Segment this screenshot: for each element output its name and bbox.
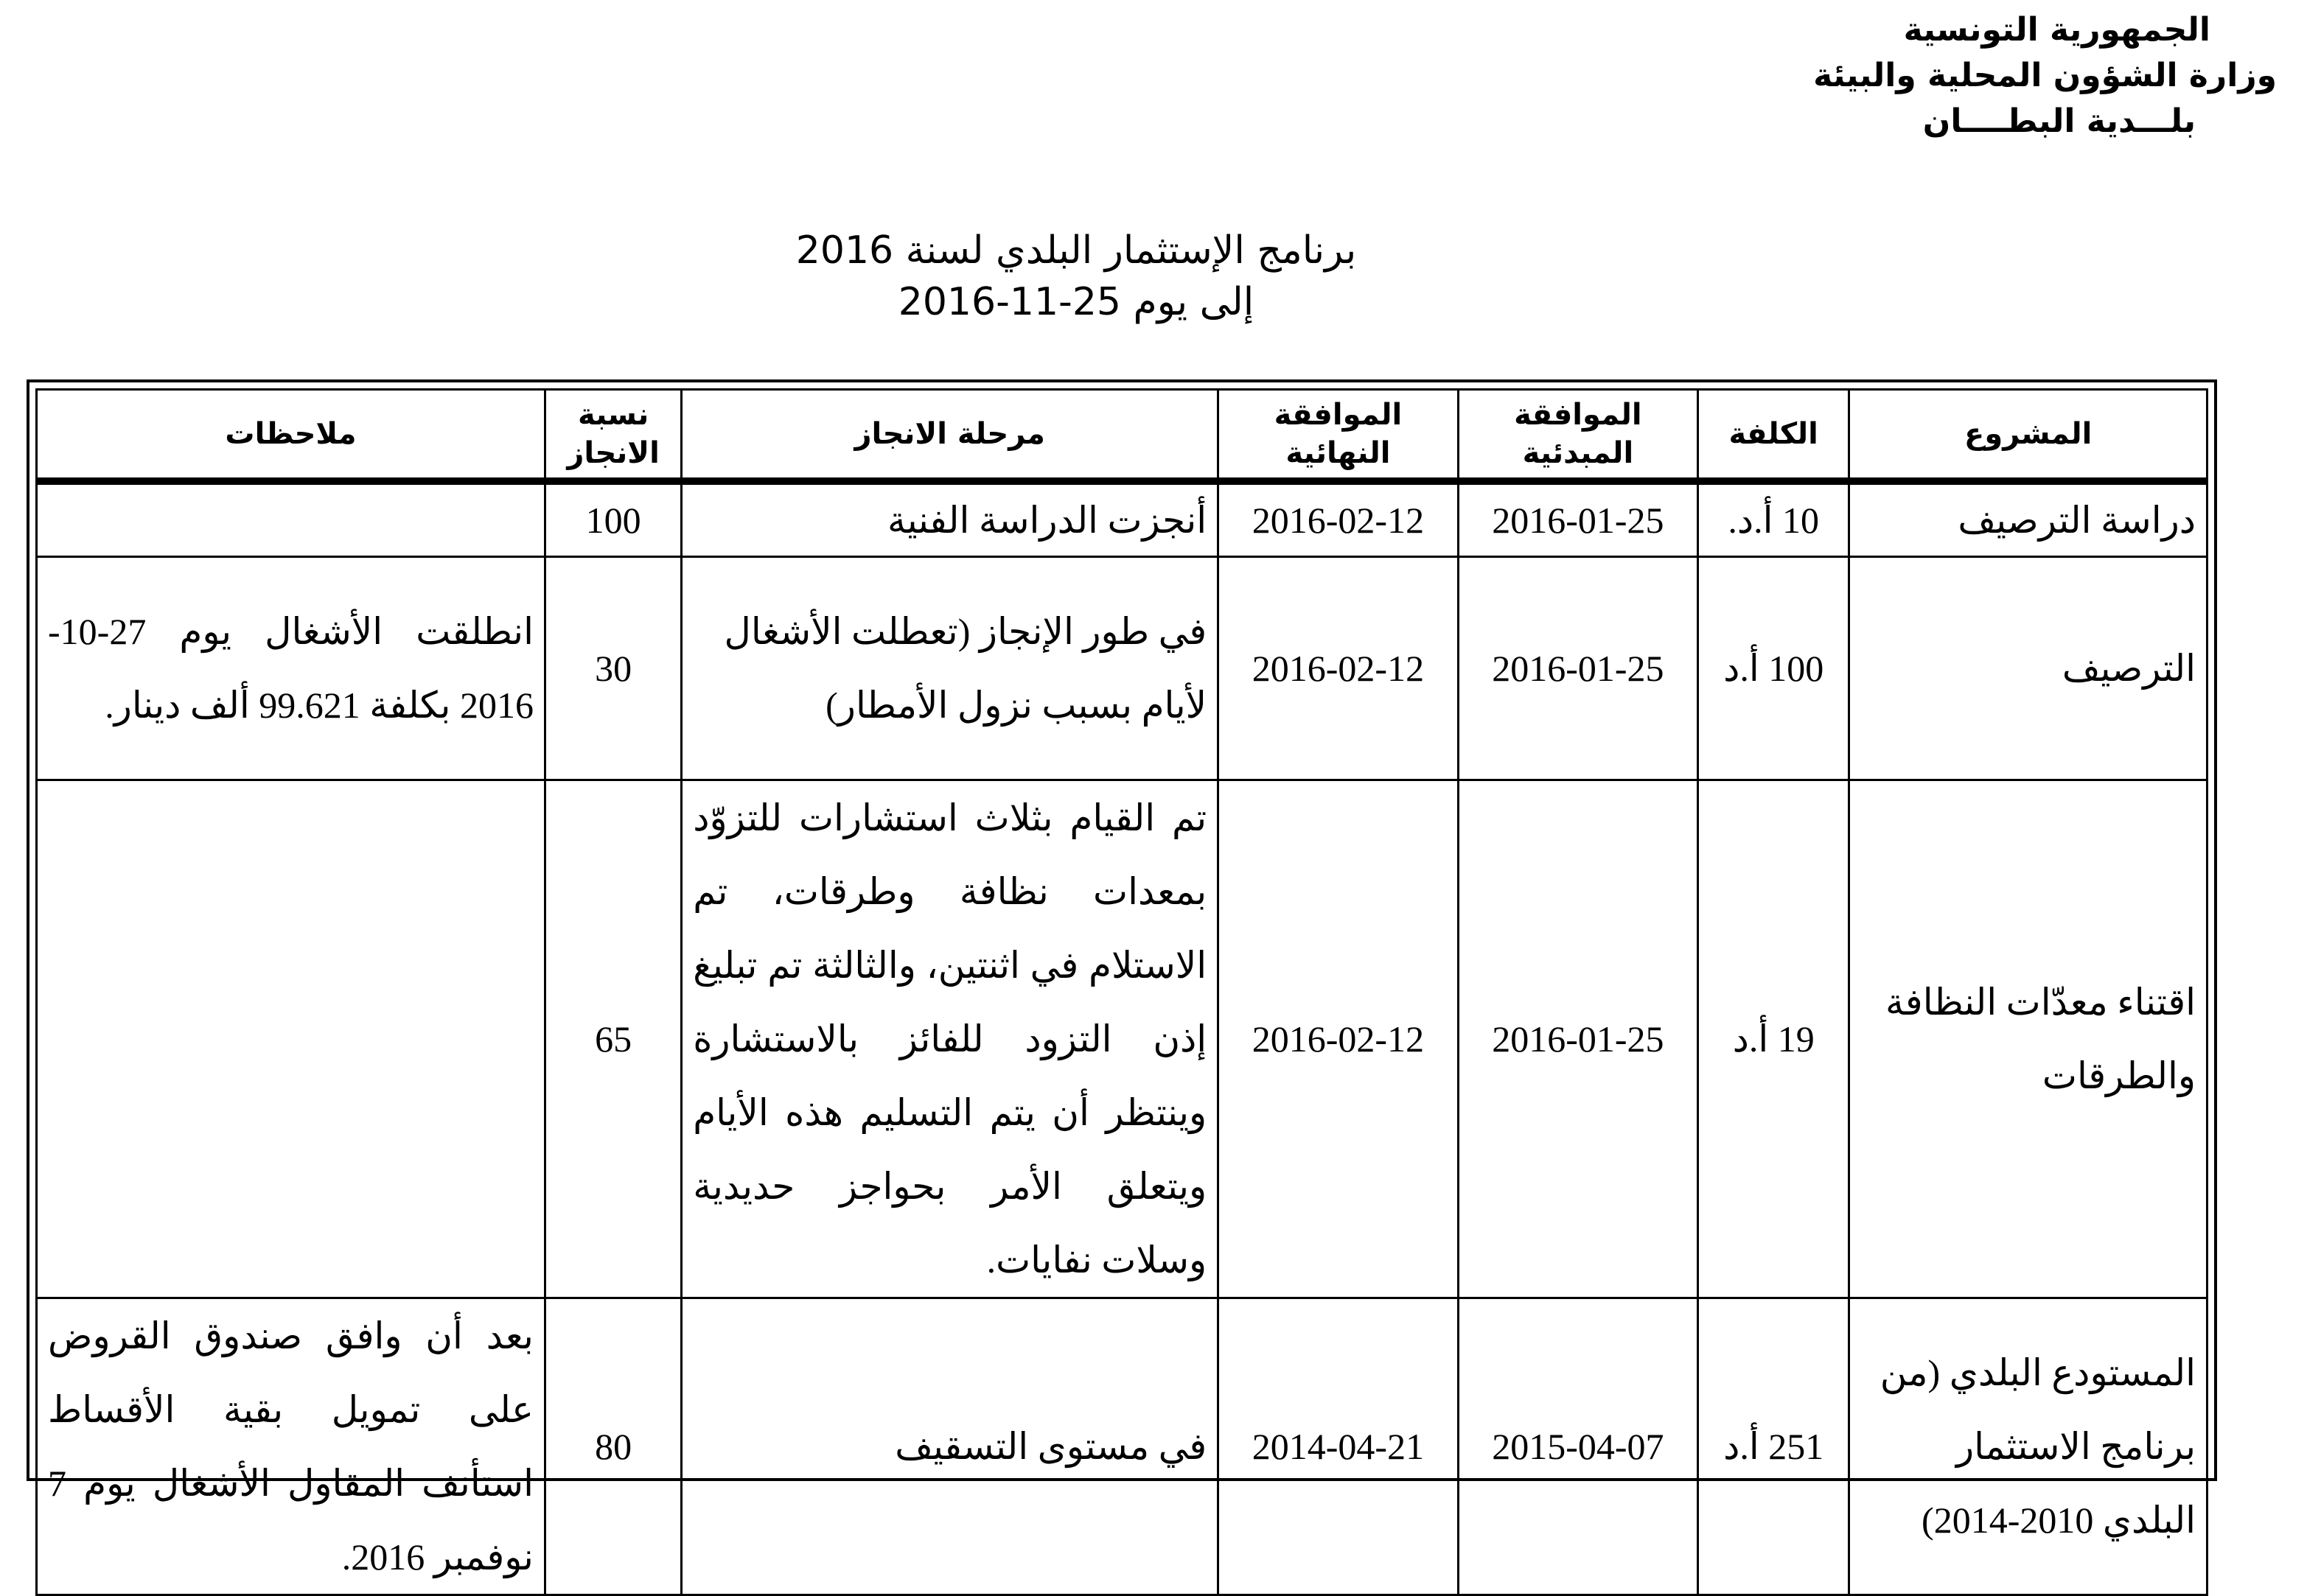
cell-notes bbox=[37, 481, 545, 557]
table-row bbox=[37, 557, 2207, 780]
cell-notes: بعد أن وافق صندوق القروض على تمويل بقية الأقساط استأنف المقاول الأشغال يوم 7 نوفمبر 2016. bbox=[37, 1298, 545, 1595]
cell-rate: 30 bbox=[545, 557, 681, 780]
letterhead-municipality: بلـــدية البطــــان bbox=[1922, 102, 2196, 140]
cell-final-approval: 2016-02-12 bbox=[1218, 780, 1458, 1298]
investment-table-frame bbox=[27, 379, 2217, 1578]
cell-project: دراسة الترصيف bbox=[1849, 481, 2207, 557]
cell-final-approval: 2016-02-12 bbox=[1218, 481, 1458, 557]
letterhead-country: الجمهورية التونسية bbox=[1903, 11, 2210, 49]
cell-rate: 80 bbox=[545, 1298, 681, 1595]
cell-final-approval: 2016-02-12 bbox=[1218, 557, 1458, 780]
cell-notes bbox=[37, 780, 545, 1298]
cell-cost: 100 أ.د bbox=[1698, 557, 1849, 780]
cell-initial-approval: 2015-04-07 bbox=[1458, 1298, 1697, 1595]
cell-stage: أنجزت الدراسة الفنية bbox=[682, 481, 1218, 557]
table-row bbox=[37, 1298, 2207, 1595]
header-rate: نسبة الانجاز bbox=[545, 390, 681, 482]
header-project: المشروع bbox=[1849, 390, 2207, 482]
cell-project: المستودع البلدي (من برنامج الاستثمار البلدي 2010-2014) bbox=[1849, 1298, 2207, 1595]
cell-stage: في مستوى التسقيف bbox=[682, 1298, 1218, 1595]
table-header-row bbox=[37, 390, 2207, 482]
cell-stage: تم القيام بثلاث استشارات للتزوّد بمعدات نظافة وطرقات، تم الاستلام في اثنتين، والثالثة تم تبليغ إذن التزود للفائز بالاستشارة وينتظر أن يتم التسليم هذه الأيام ويتعلق الأمر بحواجز حديدية وسلات نفايات. bbox=[682, 780, 1218, 1298]
cell-initial-approval: 2016-01-25 bbox=[1458, 557, 1697, 780]
document-title bbox=[744, 225, 1408, 328]
header-initial-approval: الموافقة المبدئية bbox=[1458, 390, 1697, 482]
title-line-date: إلى يوم 25-11-2016 bbox=[898, 280, 1254, 324]
cell-cost: 10 أ.د. bbox=[1698, 481, 1849, 557]
header-final-approval: الموافقة النهائية bbox=[1218, 390, 1458, 482]
cell-cost: 251 أ.د bbox=[1698, 1298, 1849, 1595]
title-line-program: برنامج الإستثمار البلدي لسنة 2016 bbox=[795, 228, 1357, 273]
cell-project: اقتناء معدّات النظافة والطرقات bbox=[1849, 780, 2207, 1298]
letterhead-ministry: وزارة الشؤون المحلية والبيئة bbox=[1813, 57, 2277, 94]
cell-initial-approval: 2016-01-25 bbox=[1458, 481, 1697, 557]
letterhead bbox=[1813, 7, 2277, 144]
table-row bbox=[37, 481, 2207, 557]
cell-stage: في طور الإنجاز (تعطلت الأشغال لأيام بسبب نزول الأمطار) bbox=[682, 557, 1218, 780]
cell-rate: 100 bbox=[545, 481, 681, 557]
table-row bbox=[37, 780, 2207, 1298]
header-cost: الكلفة bbox=[1698, 390, 1849, 482]
cell-final-approval: 2014-04-21 bbox=[1218, 1298, 1458, 1595]
cell-cost: 19 أ.د bbox=[1698, 780, 1849, 1298]
cell-rate: 65 bbox=[545, 780, 681, 1298]
cell-notes: انطلقت الأشغال يوم 27-10-2016 بكلفة 99.621 ألف دينار. bbox=[37, 557, 545, 780]
cell-initial-approval: 2016-01-25 bbox=[1458, 780, 1697, 1298]
investment-table bbox=[35, 388, 2208, 1596]
header-stage: مرحلة الانجاز bbox=[682, 390, 1218, 482]
header-notes: ملاحظات bbox=[37, 390, 545, 482]
cell-project: الترصيف bbox=[1849, 557, 2207, 780]
